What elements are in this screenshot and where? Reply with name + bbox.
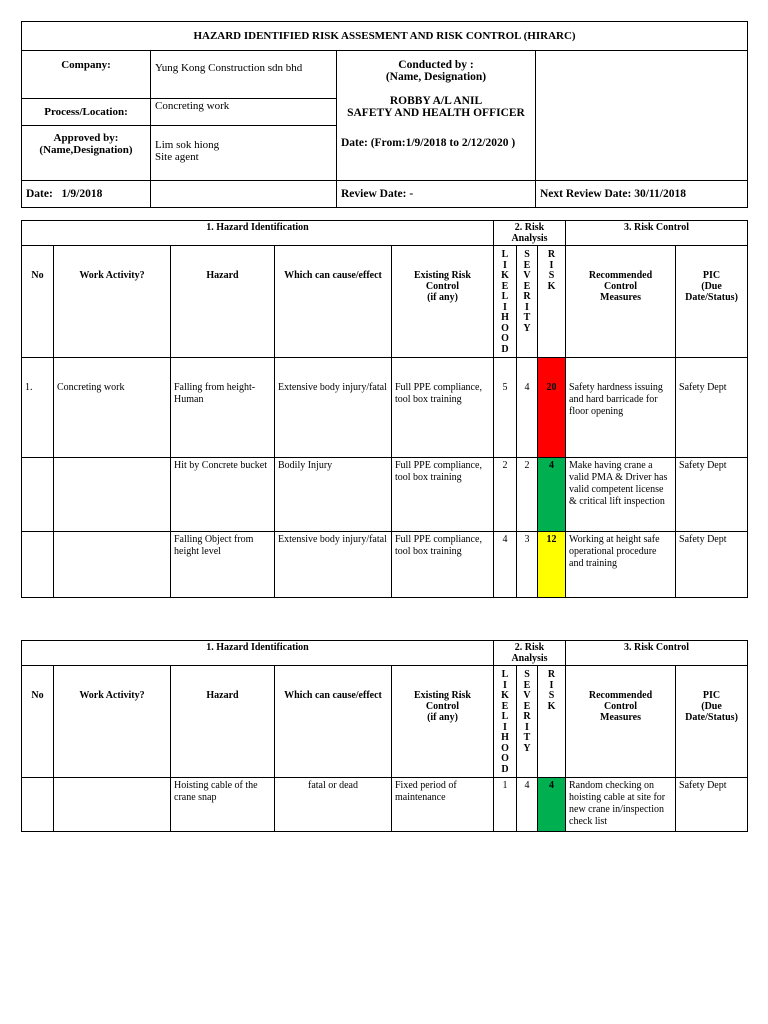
approver-cell <box>151 126 337 181</box>
col-recommended-line2: Control <box>603 281 638 292</box>
section-risk-control: 3. Risk Control <box>566 221 748 246</box>
col-cause-effect: Which can cause/effect <box>275 246 392 358</box>
approver-title: Site agent <box>155 151 199 163</box>
col-pic-line2: (Due <box>701 701 722 712</box>
section-risk-control: 3. Risk Control <box>566 641 748 666</box>
row-existing-control: Full PPE compliance, tool box training <box>392 532 494 598</box>
row-severity: 3 <box>517 532 538 598</box>
section-hazard-identification: 1. Hazard Identification <box>22 641 494 666</box>
row-risk: 4 <box>538 778 566 832</box>
row-existing-control: Fixed period of maintenance <box>392 778 494 832</box>
col-severity: S E V E R I T Y <box>517 666 538 778</box>
col-hazard: Hazard <box>171 246 275 358</box>
row-recommended-measures: Working at height safe operational procedure and training <box>566 532 676 598</box>
row-pic: Safety Dept <box>676 532 748 598</box>
row-hazard: Falling from height- Human <box>171 358 275 458</box>
col-recommended-line1: Recommended <box>588 690 653 701</box>
col-work-activity: Work Activity? <box>54 666 171 778</box>
row-likelihood: 4 <box>494 532 517 598</box>
row-risk: 4 <box>538 458 566 532</box>
risk-table-1 <box>21 220 748 598</box>
col-recommended <box>566 666 676 778</box>
table-row <box>22 778 748 832</box>
row-activity <box>54 532 171 598</box>
col-pic-line1: PIC <box>702 270 721 281</box>
row-recommended-measures: Make having crane a valid PMA & Driver has valid competent license & critical lift inspection <box>566 458 676 532</box>
row-activity: Concreting work <box>54 358 171 458</box>
conducted-by-cell <box>337 51 536 181</box>
row-pic: Safety Dept <box>676 458 748 532</box>
col-pic-line1: PIC <box>702 690 721 701</box>
date-range: Date: (From:1/9/2018 to 2/12/2020 ) <box>341 137 516 149</box>
row-risk: 12 <box>538 532 566 598</box>
row-hazard: Hit by Concrete bucket <box>171 458 275 532</box>
col-severity: S E V E R I T Y <box>517 246 538 358</box>
approved-sublabel: (Name,Designation) <box>39 144 133 156</box>
col-no: No <box>22 666 54 778</box>
col-existing-line1: Existing Risk <box>414 270 471 281</box>
table-row <box>22 458 748 532</box>
section-risk-analysis: 2. Risk Analysis <box>494 641 566 666</box>
blank-cell <box>536 51 748 181</box>
col-existing-line1: Existing Risk <box>414 690 471 701</box>
col-recommended-line1: Recommended <box>588 270 653 281</box>
row-hazard: Hoisting cable of the crane snap <box>171 778 275 832</box>
col-recommended-line2: Control <box>603 701 638 712</box>
section-risk-analysis: 2. Risk Analysis <box>494 221 566 246</box>
col-recommended-line3: Measures <box>600 712 641 723</box>
company-label: Company: <box>22 51 151 99</box>
next-review-date: Next Review Date: 30/11/2018 <box>536 181 748 208</box>
col-existing-line3: (if any) <box>427 712 458 723</box>
row-severity: 4 <box>517 778 538 832</box>
conducted-label: Conducted by : <box>398 59 474 71</box>
row-effect: Extensive body injury/fatal <box>275 532 392 598</box>
row-no <box>22 532 54 598</box>
row-activity <box>54 778 171 832</box>
col-risk: R I S K <box>538 666 566 778</box>
row-no: 1. <box>22 358 54 458</box>
conducted-sublabel: (Name, Designation) <box>385 71 487 83</box>
col-likelihood: L I K E L I H O O D <box>494 666 517 778</box>
col-pic-line2: (Due <box>701 281 722 292</box>
date-value: 1/9/2018 <box>61 188 103 200</box>
header-table <box>21 21 748 208</box>
process-value: Concreting work <box>151 99 337 126</box>
col-existing-control <box>392 666 494 778</box>
col-recommended-line3: Measures <box>600 292 641 303</box>
col-no: No <box>22 246 54 358</box>
row-severity: 4 <box>517 358 538 458</box>
review-date: Review Date: - <box>337 181 536 208</box>
col-existing-line2: Control <box>425 281 460 292</box>
approved-label: Approved by: <box>53 132 119 144</box>
row-no <box>22 458 54 532</box>
col-pic <box>676 666 748 778</box>
row-risk: 20 <box>538 358 566 458</box>
col-pic-line3: Date/Status) <box>685 712 738 723</box>
row-effect: fatal or dead <box>275 778 392 832</box>
risk-table-2 <box>21 640 748 832</box>
row-likelihood: 5 <box>494 358 517 458</box>
row-effect: Extensive body injury/fatal <box>275 358 392 458</box>
row-pic: Safety Dept <box>676 358 748 458</box>
col-risk: R I S K <box>538 246 566 358</box>
conductor-title: SAFETY AND HEALTH OFFICER <box>347 107 525 119</box>
col-recommended <box>566 246 676 358</box>
table-row <box>22 532 748 598</box>
col-cause-effect: Which can cause/effect <box>275 666 392 778</box>
approved-cell <box>22 126 151 181</box>
col-likelihood: L I K E L I H O O D <box>494 246 517 358</box>
conductor-name: ROBBY A/L ANIL <box>389 95 483 107</box>
row-likelihood: 2 <box>494 458 517 532</box>
row-recommended-measures: Safety hardness issuing and hard barricade for floor opening <box>566 358 676 458</box>
col-pic <box>676 246 748 358</box>
process-label: Process/Location: <box>22 99 151 126</box>
row-existing-control: Full PPE compliance, tool box training <box>392 458 494 532</box>
company-value: Yung Kong Construction sdn bhd <box>151 51 337 99</box>
row-activity <box>54 458 171 532</box>
row-recommended-measures: Random checking on hoisting cable at site for new crane in/inspection check list <box>566 778 676 832</box>
col-work-activity: Work Activity? <box>54 246 171 358</box>
row-existing-control: Full PPE compliance, tool box training <box>392 358 494 458</box>
date-blank <box>151 181 337 208</box>
section-hazard-identification: 1. Hazard Identification <box>22 221 494 246</box>
col-pic-line3: Date/Status) <box>685 292 738 303</box>
row-no <box>22 778 54 832</box>
document-title: HAZARD IDENTIFIED RISK ASSESMENT AND RISK CONTROL (HIRARC) <box>22 22 748 51</box>
col-existing-line3: (if any) <box>427 292 458 303</box>
col-hazard: Hazard <box>171 666 275 778</box>
approver-name: Lim sok hiong <box>155 139 220 151</box>
date-cell <box>22 181 151 208</box>
row-likelihood: 1 <box>494 778 517 832</box>
row-pic: Safety Dept <box>676 778 748 832</box>
row-severity: 2 <box>517 458 538 532</box>
table-row <box>22 358 748 458</box>
col-existing-control <box>392 246 494 358</box>
date-label: Date: <box>26 188 53 200</box>
row-effect: Bodily Injury <box>275 458 392 532</box>
row-hazard: Falling Object from height level <box>171 532 275 598</box>
col-existing-line2: Control <box>425 701 460 712</box>
